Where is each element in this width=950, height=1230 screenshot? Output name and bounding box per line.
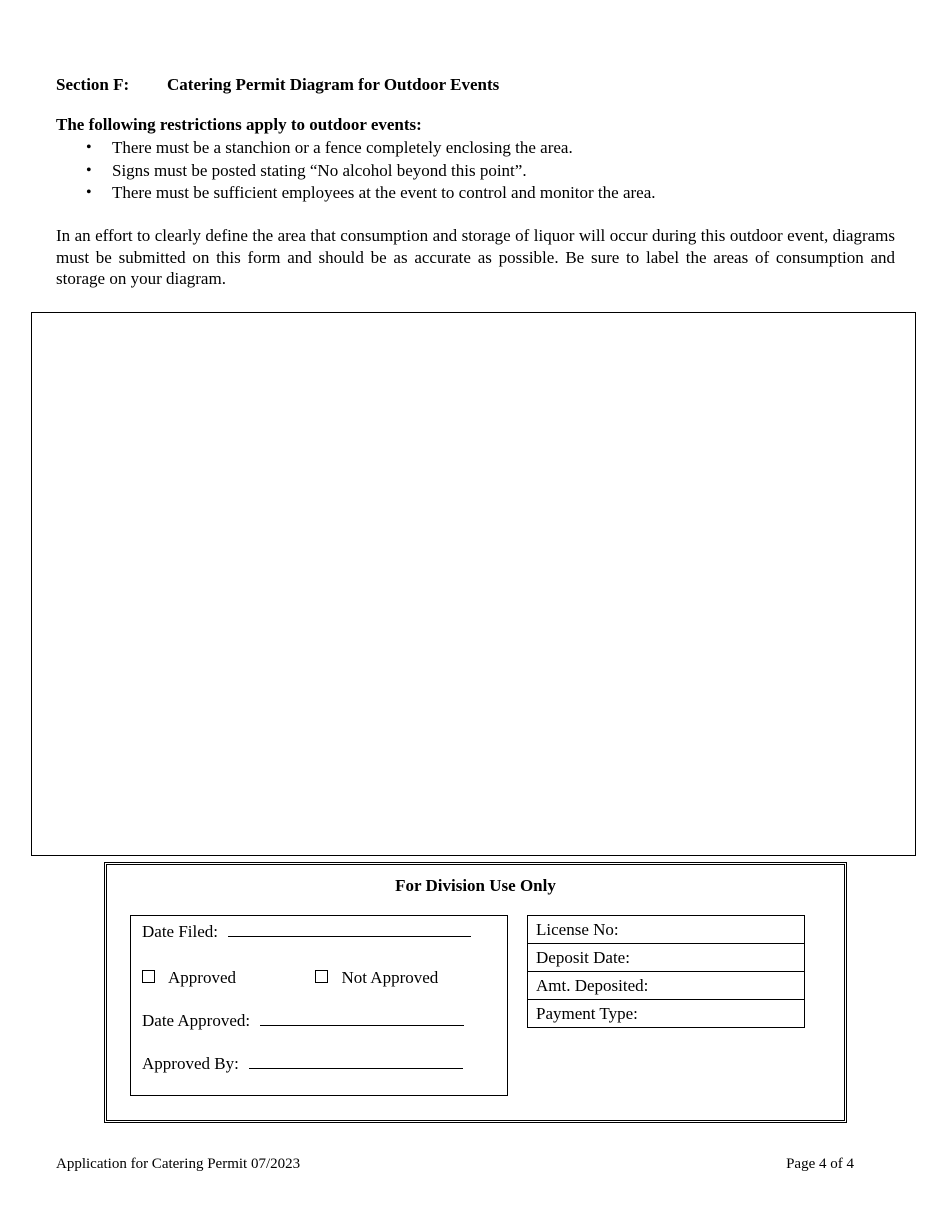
section-title: Catering Permit Diagram for Outdoor Events [167, 75, 500, 94]
approved-checkbox[interactable] [142, 970, 155, 983]
table-row [528, 972, 805, 1000]
footer-page-number: Page 4 of 4 [786, 1156, 854, 1172]
license-no-cell[interactable]: License No: [528, 916, 805, 944]
restriction-item: • There must be a stanchion or a fence completely enclosing the area. [56, 138, 656, 161]
date-filed-label: Date Filed: [142, 922, 219, 941]
date-approved-field [142, 1011, 464, 1031]
date-approved-input-line[interactable] [260, 1011, 464, 1026]
restriction-item: • There must be sufficient employees at the event to control and monitor the area. [56, 183, 656, 206]
date-approved-label: Date Approved: [142, 1011, 251, 1030]
table-row [528, 944, 805, 972]
approved-label: Approved [168, 968, 236, 987]
division-title: For Division Use Only [395, 876, 556, 895]
section-number: Section F: [56, 75, 130, 94]
date-filed-input-line[interactable] [228, 922, 471, 937]
approval-box [130, 915, 508, 1096]
section-heading [56, 75, 499, 95]
restrictions-heading: The following restrictions apply to outdoor events: [56, 115, 422, 134]
payment-info-table [527, 915, 805, 1028]
date-filed-field [142, 922, 471, 942]
payment-type-cell[interactable]: Payment Type: [528, 1000, 805, 1028]
diagram-drawing-area[interactable] [31, 312, 916, 856]
not-approved-checkbox[interactable] [315, 970, 328, 983]
approved-by-input-line[interactable] [249, 1054, 463, 1069]
table-row [528, 1000, 805, 1028]
division-use-only-box [104, 862, 847, 1123]
amt-deposited-cell[interactable]: Amt. Deposited: [528, 972, 805, 1000]
restrictions-list [56, 138, 656, 206]
approved-by-field [142, 1054, 463, 1074]
not-approved-label: Not Approved [341, 968, 439, 987]
footer-form-name: Application for Catering Permit 07/2023 [56, 1156, 301, 1172]
instructions-paragraph: In an effort to clearly define the area that consumption and storage of liquor will occur during this outdoor event, diagrams must be submitted on this form and should be as accurate as possible. Be sure to label the areas of consumption and storage on your diagram. [56, 226, 895, 288]
restriction-item: • Signs must be posted stating “No alcohol beyond this point”. [56, 161, 656, 184]
deposit-date-cell[interactable]: Deposit Date: [528, 944, 805, 972]
approved-by-label: Approved By: [142, 1054, 239, 1073]
approval-status-field [142, 968, 438, 988]
table-row [528, 916, 805, 944]
